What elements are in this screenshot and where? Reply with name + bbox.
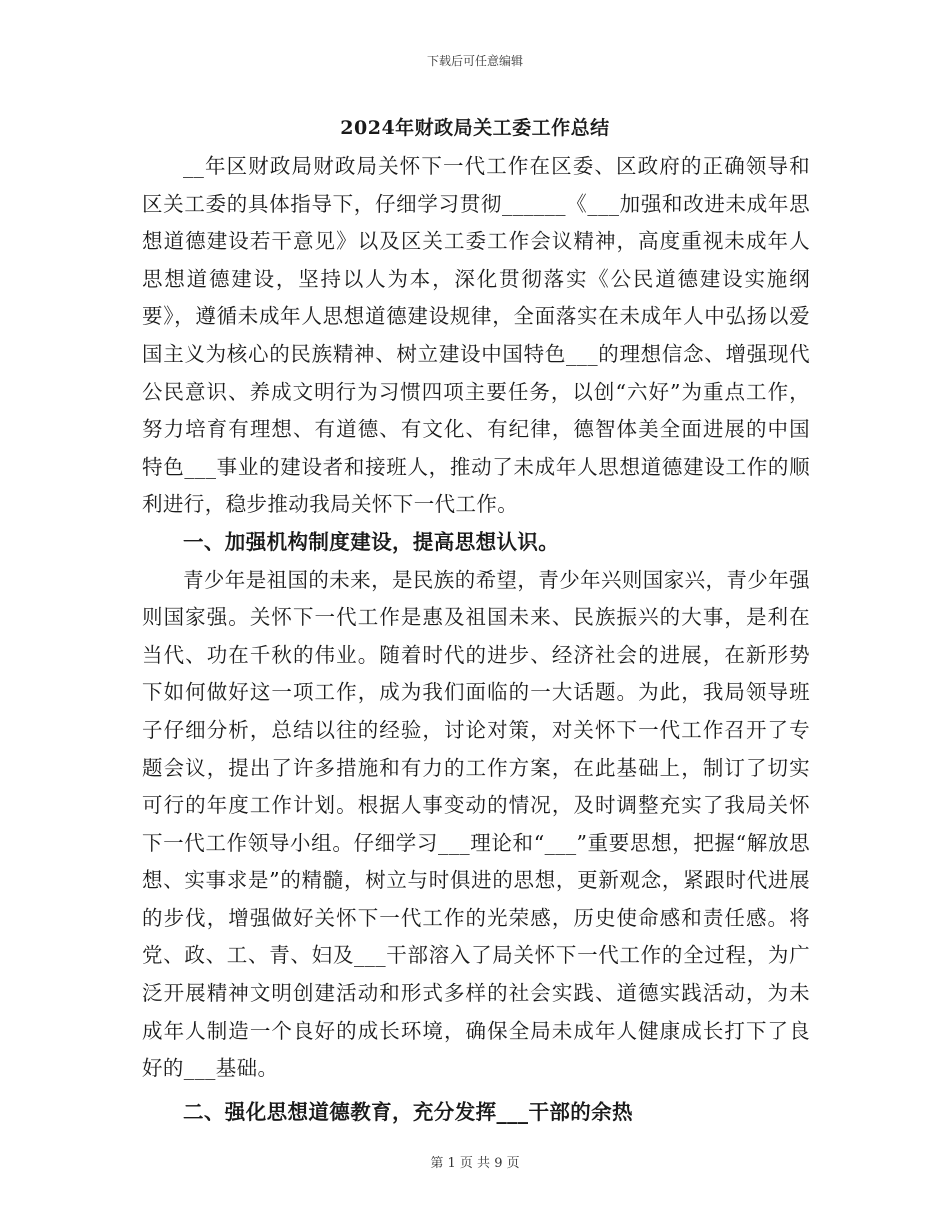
section-1-paragraph: 青少年是祖国的未来，是民族的希望，青少年兴则国家兴，青少年强则国家强。关怀下一代工作是惠及祖国未来、民族振兴的大事，是利在当代、功在千秋的伟业。随着时代的进步、经济社会的进展，在新形势下如何做好这一项工作，成为我们面临的一大话题。为此，我局领导班子仔细分析，总结以往的经验，讨论对策，对关怀下一代工作召开了专题会议，提出了许多措施和有力的工作方案，在此基础上，制订了切实可行的年度工作计划。根据人事变动的情况，及时调整充实了我局关怀下一代工作领导小组。仔细学习___理论和“___”重要思想，把握“解放思想、实事求是”的精髓，树立与时俱进的思想，更新观念，紧跟时代进展的步伐，增强做好关怀下一代工作的光荣感，历史使命感和责任感。将党、政、工、青、妇及___干部溶入了局关怀下一代工作的全过程，为广泛开展精神文明创建活动和形式多样的社会实践、道德实践活动，为未成年人制造一个良好的成长环境，确保全局未成年人健康成长打下了良好的___基础。 bbox=[142, 567, 810, 1081]
page-number: 第 1 页 共 9 页 bbox=[430, 1156, 520, 1171]
document-title: 2024年财政局关工委工作总结 bbox=[340, 117, 610, 139]
section-2-heading: 二、强化思想道德教育，充分发挥___干部的余热 bbox=[183, 1099, 633, 1124]
intro-paragraph: __年区财政局财政局关怀下一代工作在区委、区政府的正确领导和区关工委的具体指导下，仔细学习贯彻______《___加强和改进未成年思想道德建设若干意见》以及区关工委工作会议精神，高度重视未成年人思想道德建设，坚持以人为本，深化贯彻落实《公民道德建设实施纲要》，遵循未成年人思想道德建设规律，全面落实在未成年人中弘扬以爱国主义为核心的民族精神、树立建设中国特色___的理想信念、增强现代公民意识、养成文明行为习惯四项主要任务，以创“六好”为重点工作，努力培育有理想、有道德、有文化、有纪律，德智体美全面进展的中国特色___事业的建设者和接班人，推动了未成年人思想道德建设工作的顺利进行，稳步推动我局关怀下一代工作。 bbox=[142, 154, 810, 517]
section-1-heading: 一、加强机构制度建设，提高思想认识。 bbox=[183, 529, 560, 554]
page-header-note: 下载后可任意编辑 bbox=[426, 54, 523, 68]
document-body bbox=[142, 148, 810, 1131]
